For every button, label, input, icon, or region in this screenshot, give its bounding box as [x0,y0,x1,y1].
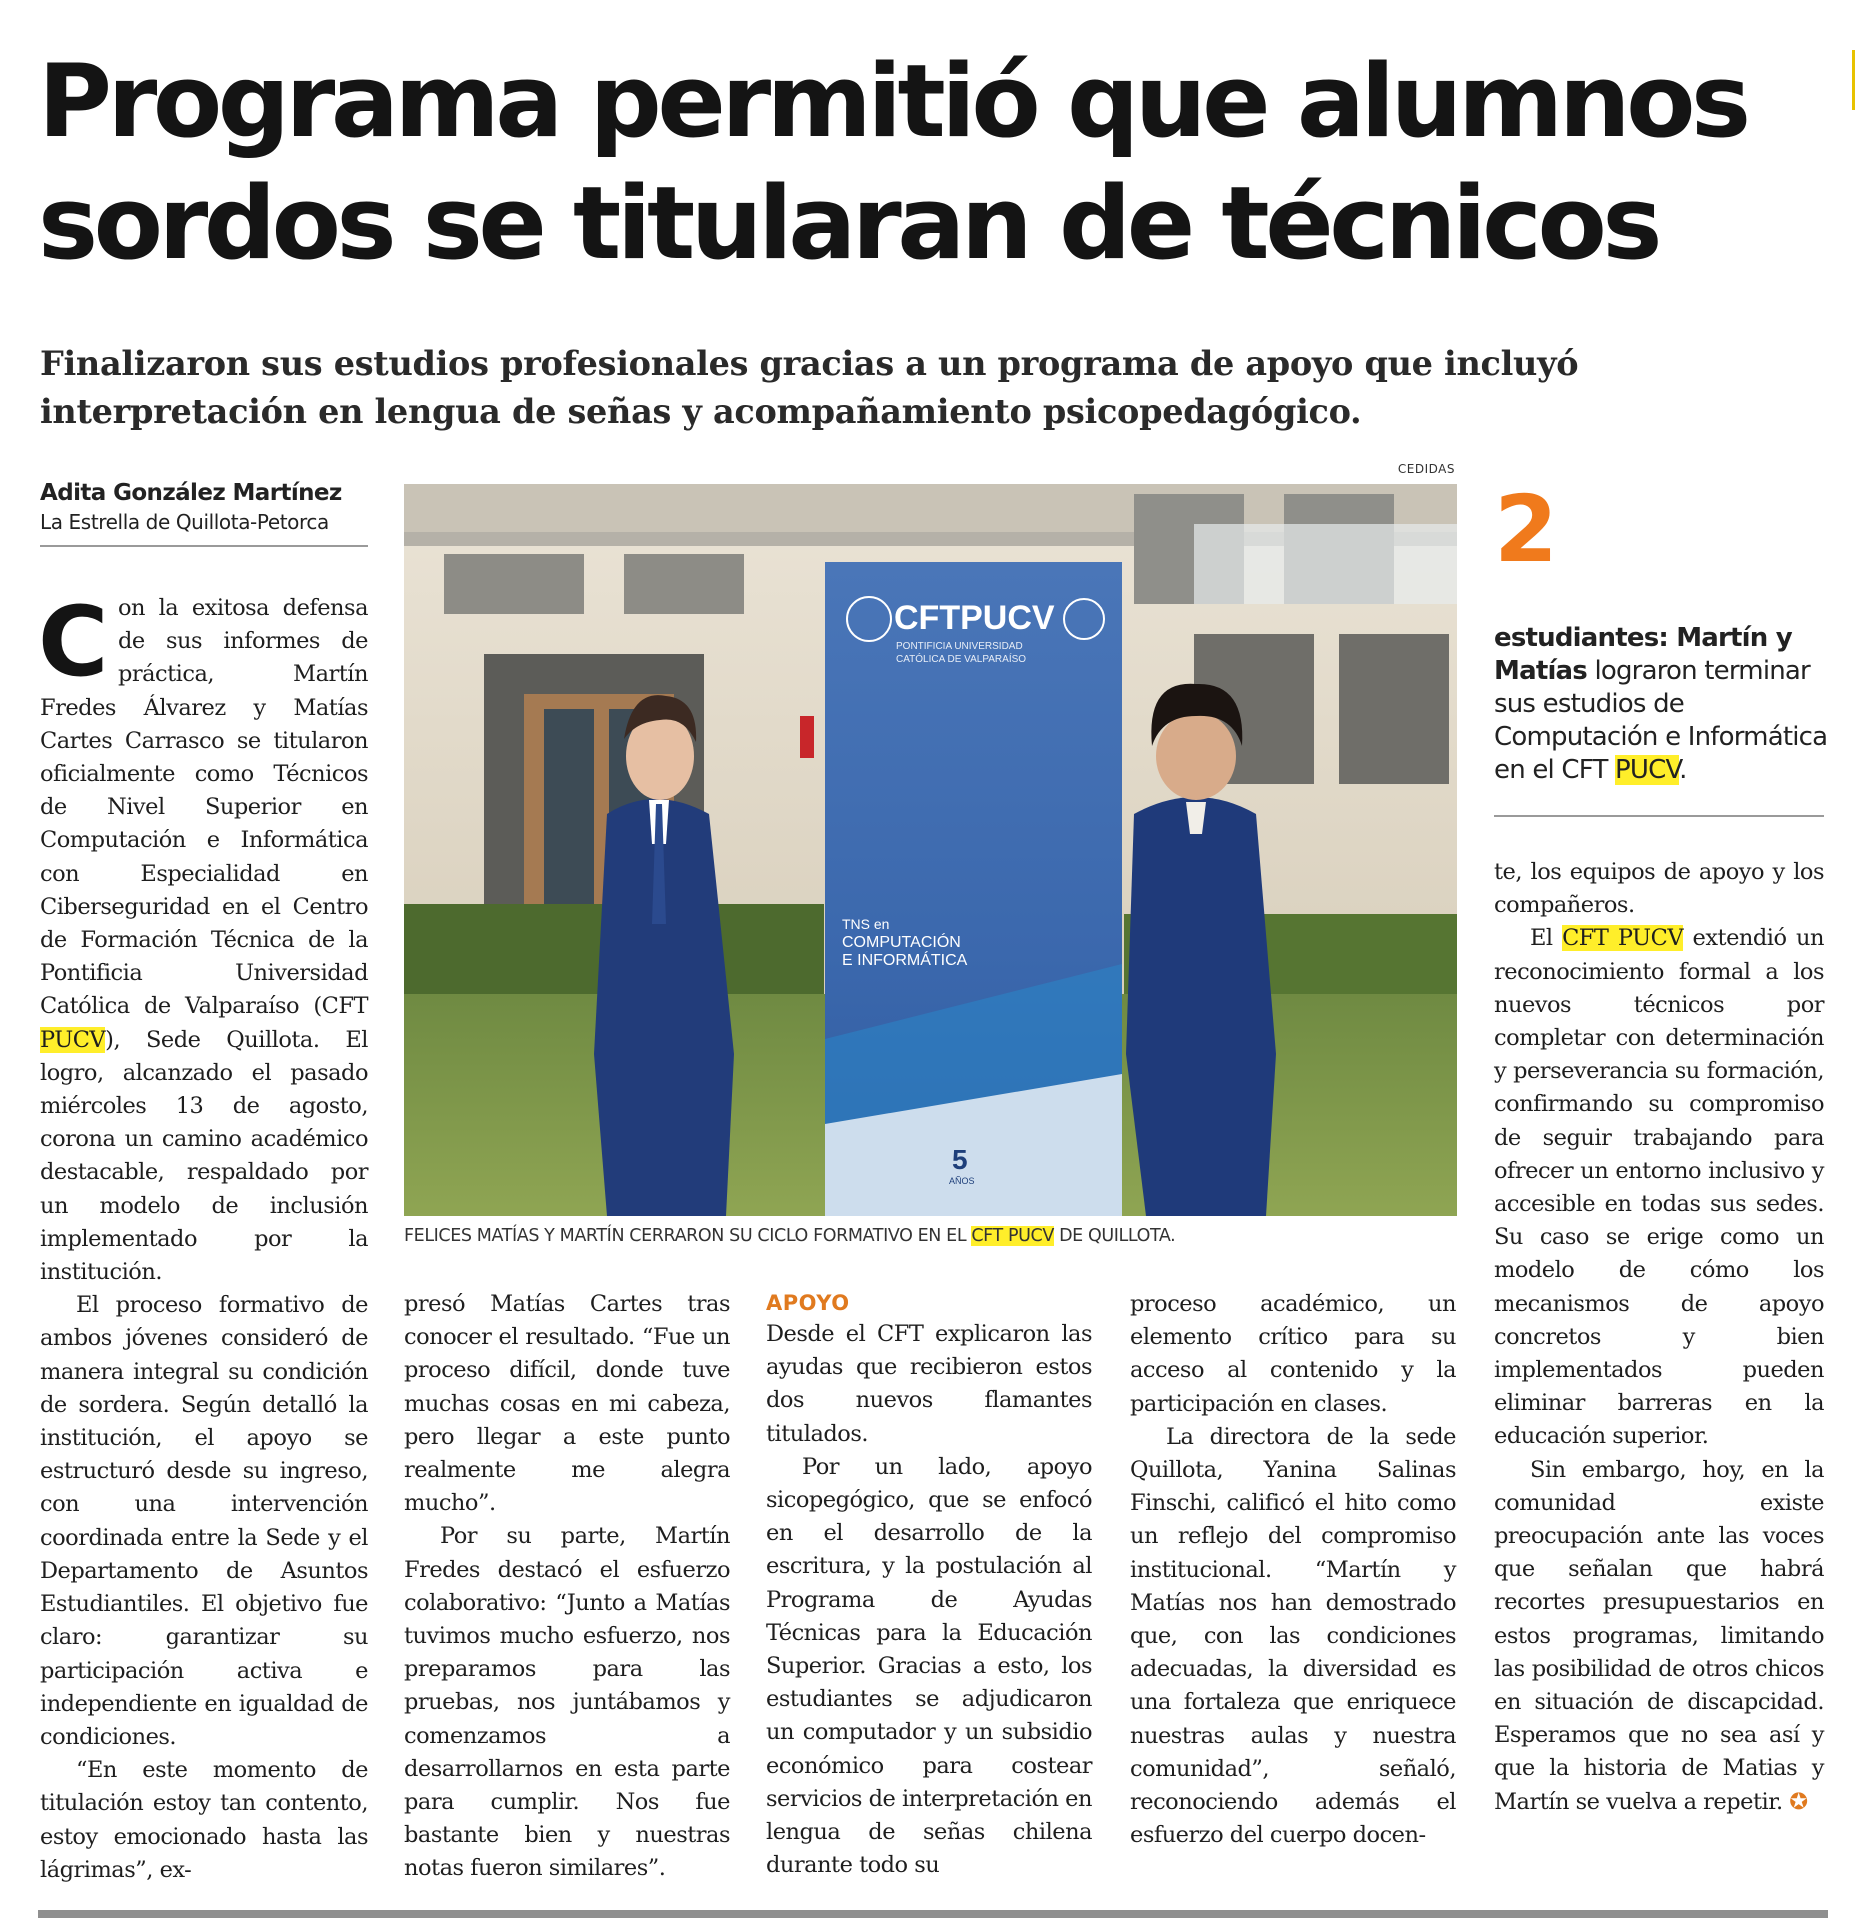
stat-body: lograron terminar sus estudios de Computación e Informática en el CFT [1494,656,1828,785]
byline-author: Adita González Martínez [40,480,342,506]
banner-brand: CFTPUCV [894,599,1055,637]
end-mark-icon: ✪ [1789,1788,1808,1815]
column-2 [404,1288,730,1886]
highlight-text: PUCV [40,1026,106,1053]
stat-text [1494,622,1834,787]
paragraph: te, los equipos de apoyo y los compañeros. [1494,859,1824,919]
paragraph: La directora de la sede Quillota, Yanina Salinas Finschi, calificó el hito como un reflejo del compromiso institucional. “Martín y Matías nos han demostrado que, con las condiciones adecuadas, la diversidad es una fortaleza que enriquece nuestras aulas y nuestra comunidad”, señaló, reconociendo además el esfuerzo del cuerpo docen- [1130,1423,1456,1849]
paragraph: Por su parte, Martín Fredes destacó el esfuerzo colaborativo: “Junto a Matías tuvimos mucho esfuerzo, nos preparamos para las pruebas, nos juntábamos y comenzamos a desarrollarnos en esta parte para cumplir. Nos fue bastante bien y nuestras notas fueron similares”. [404,1523,730,1882]
news-photo [404,484,1457,1216]
balcony-glass [1194,524,1457,604]
column-5 [1494,856,1824,1819]
paragraph-text: extendió un reconocimiento formal a los nuevos técnicos por completar con determinación y perseverancia su formación, confirmando su compromiso de seguir trabajando para ofrecer un entorno inclusivo y accesible en todas sus sedes. Su caso se erige como un modelo de cómo los mecanismos de apoyo concretos y bien implementados pueden eliminar barreras en la educación superior. [1494,925,1824,1450]
bottom-rule [38,1910,1828,1918]
cft-banner [825,562,1122,1216]
banner-subtitle-1: PONTIFICIA UNIVERSIDAD [896,641,1023,652]
upper-window [624,554,744,614]
stat-rule [1494,815,1824,817]
photo-caption [404,1226,1457,1246]
banner-years: 5 [952,1144,968,1175]
byline-outlet: La Estrella de Quillota-Petorca [40,510,329,534]
side-mark [1852,50,1855,110]
column-1 [38,586,368,1887]
deck: Finalizaron sus estudios profesionales gracias a un programa de apoyo que incluyó interpretación en lengua de señas y acompañamiento psicopedagógico. [40,344,1579,431]
column-3 [766,1288,1092,1882]
caption-highlight: CFT PUCV [971,1226,1054,1246]
fire-extinguisher [800,716,814,758]
paragraph: presó Matías Cartes tras conocer el resultado. “Fue un proceso difícil, donde tuve muchas cosas en mi cabeza, pero llegar a este punto realmente me alegra mucho”. [404,1291,730,1517]
banner-program-2: E INFORMÁTICA [842,952,968,969]
banner-subtitle-2: CATÓLICA DE VALPARAÍSO [896,654,1027,665]
paragraph-text: on la exitosa defensa de sus informes de práctica, Martín Fredes Álvarez y Matías Cartes Carrasco se titularon oficialmente como Técnicos de Nivel Superior en Computación e Informática con Especialidad en Ciberseguridad en el Centro de Formación Técnica de la Pontificia Universidad Católica de Valparaíso (CFT [40,595,368,1020]
banner-tns: TNS en [842,916,890,932]
paragraph-text: ), Sede Quillota. El logro, alcanzado el pasado miércoles 13 de agosto, corona un camino académico destacable, respaldado por un modelo de inclusión implementado por la institución. [40,1026,368,1286]
stat-bold: estudiantes: Martín y Matías [1494,623,1792,686]
paragraph: proceso académico, un elemento crítico para su acceso al contenido y la participación en clases. [1130,1291,1456,1417]
caption-text-start: FELICES MATÍAS Y MARTÍN CERRARON SU CICLO FORMATIVO EN EL [404,1226,972,1246]
caption-text-end: DE QUILLOTA. [1053,1226,1176,1246]
paragraph [1494,922,1824,1453]
byline [40,478,370,536]
stat-highlight: PUCV [1615,755,1680,785]
paragraph-text: Sin embargo, hoy, en la comunidad existe preocupación ante las voces que señalan que habrá recortes presupuestarios en estos programas, limitando las posibilidad de otros chicos en situación de discapcidad. Esperamos que no sea así y que la historia de Matias y Martín se vuelva a repetir. [1494,1456,1824,1815]
paragraph: El proceso formativo de ambos jóvenes consideró de manera integral su condición de sordera. Según detalló la institución, el apoyo se estructuró desde su ingreso, con una intervención coordinada entre la Sede y el Departamento de Asuntos Estudiantiles. El objetivo fue claro: garantizar su participación activa e independiente en igualdad de condiciones. [40,1292,368,1750]
paragraph [38,586,368,1289]
upper-window [444,554,584,614]
photo-credit: CEDIDAS [1397,462,1455,476]
drop-cap: C [38,586,108,698]
headline [38,40,1828,284]
banner-years-label: AÑOS [949,1176,975,1186]
stat-number: 2 [1494,476,1559,583]
headline-line-1: Programa permitió que alumnos [38,42,1747,160]
section-heading: APOYO [766,1291,850,1315]
byline-rule [40,545,368,547]
paragraph: Por un lado, apoyo sicopegógico, que se enfocó en el desarrollo de la escritura, y la postulación al Programa de Ayudas Técnicas para la Educación Superior. Gracias a esto, los estudiantes se adjudicaron un computador y un subsidio económico para costear servicios de interpretación en lengua de señas chilena durante todo su [766,1453,1092,1879]
highlight-text: CFT PUCV [1562,925,1684,952]
paragraph [1494,1454,1824,1819]
paragraph-text: El [1530,925,1563,952]
paragraph: Desde el CFT explicaron las ayudas que recibieron estos dos nuevos flamantes titulados. [766,1321,1092,1447]
column-4 [1130,1288,1456,1852]
banner-program-1: COMPUTACIÓN [842,934,961,951]
headline-line-2: sordos se titularan de técnicos [38,164,1658,282]
stat-end: . [1679,755,1687,785]
lower-window [1339,634,1449,784]
paragraph: “En este momento de titulación estoy tan contento, estoy emocionado hasta las lágrimas”, ex- [40,1757,368,1883]
